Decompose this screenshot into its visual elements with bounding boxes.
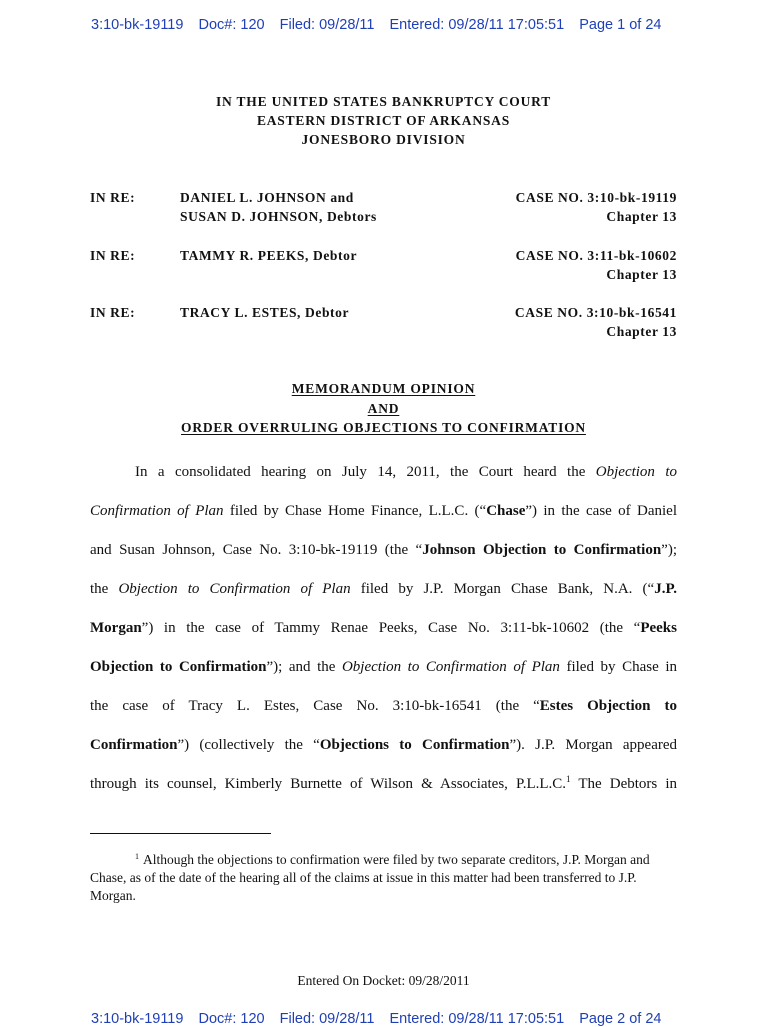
case-number: CASE NO. 3:10-bk-16541 Chapter 13: [514, 305, 677, 339]
in-re-label: IN RE:: [90, 305, 136, 320]
body-line: Confirmation of Plan filed by Chase Home Finance, L.L.C. (“Chase”) in the case of Daniel: [90, 503, 677, 519]
footnote-reference[interactable]: 1: [566, 774, 571, 784]
party-names: TAMMY R. PEEKS, Debtor: [180, 248, 358, 263]
body-line: In a consolidated hearing on July 14, 2011, the Court heard the Objection to: [135, 464, 677, 480]
title-line-2: AND: [367, 400, 400, 416]
filing-stamp-top: [91, 17, 691, 33]
case-number: CASE NO. 3:10-bk-19119 Chapter 13: [515, 190, 677, 224]
body-line: through its counsel, Kimberly Burnette of Wilson & Associates, P.L.L.C.$^1$ The Debtors in: [90, 774, 677, 792]
court-division: JONESBORO DIVISION: [301, 132, 466, 147]
title-line-3: ORDER OVERRULING OBJECTIONS TO CONFIRMATION: [181, 420, 586, 435]
stamp-case-number: 3:10-bk-19119: [91, 17, 184, 33]
stamp-doc-number: Doc#: 120: [198, 1011, 265, 1027]
stamp-entered-date: Entered: 09/28/11 17:05:51: [389, 17, 565, 33]
body-line: Morgan”) in the case of Tammy Renae Peeks, Case No. 3:11-bk-10602 (the “Peeks: [90, 620, 677, 636]
body-line: the Objection to Confirmation of Plan filed by J.P. Morgan Chase Bank, N.A. (“J.P.: [90, 581, 677, 597]
party-names: DANIEL L. JOHNSON and SUSAN D. JOHNSON, Debtors: [180, 190, 377, 224]
in-re-label: IN RE:: [90, 248, 136, 263]
court-district: EASTERN DISTRICT OF ARKANSAS: [256, 113, 511, 128]
court-name: IN THE UNITED STATES BANKRUPTCY COURT: [215, 94, 552, 109]
case-number: CASE NO. 3:11-bk-10602 Chapter 13: [515, 248, 677, 282]
opinion-body: [90, 453, 677, 804]
footnote-divider: [90, 833, 271, 834]
in-re-label: IN RE:: [90, 190, 136, 205]
footnote-marker: 1: [135, 851, 139, 861]
docket-entry: Entered On Docket: 09/28/2011: [297, 973, 470, 988]
footnote-text: Although the objections to confirmation were filed by two separate creditors, J.P. Morgan and Chase, as of the date of the hearing all of the claims at issue in this matter had been transferred to J.P. Morgan.: [90, 852, 650, 903]
party-names: TRACY L. ESTES, Debtor: [180, 305, 350, 320]
body-line: the case of Tracy L. Estes, Case No. 3:10-bk-16541 (the “Estes Objection to: [90, 698, 677, 714]
filing-stamp-bottom: [91, 1011, 691, 1027]
body-line: Objection to Confirmation”); and the Objection to Confirmation of Plan filed by Chase in: [90, 659, 677, 675]
court-heading: [90, 92, 677, 149]
stamp-case-number: 3:10-bk-19119: [91, 1011, 184, 1027]
stamp-filed-date: Filed: 09/28/11: [279, 17, 375, 33]
title-line-1: MEMORANDUM OPINION: [291, 381, 476, 396]
stamp-page-number: Page 2 of 24: [579, 1011, 662, 1027]
body-line: Confirmation”) (collectively the “Objections to Confirmation”). J.P. Morgan appeared: [90, 737, 678, 753]
document-title: [90, 379, 677, 438]
stamp-page-number: Page 1 of 24: [579, 17, 662, 33]
stamp-doc-number: Doc#: 120: [198, 17, 265, 33]
footnote: [90, 851, 677, 905]
body-line: and Susan Johnson, Case No. 3:10-bk-19119 (the “Johnson Objection to Confirmation”);: [90, 542, 677, 558]
stamp-entered-date: Entered: 09/28/11 17:05:51: [389, 1011, 565, 1027]
stamp-filed-date: Filed: 09/28/11: [279, 1011, 375, 1027]
